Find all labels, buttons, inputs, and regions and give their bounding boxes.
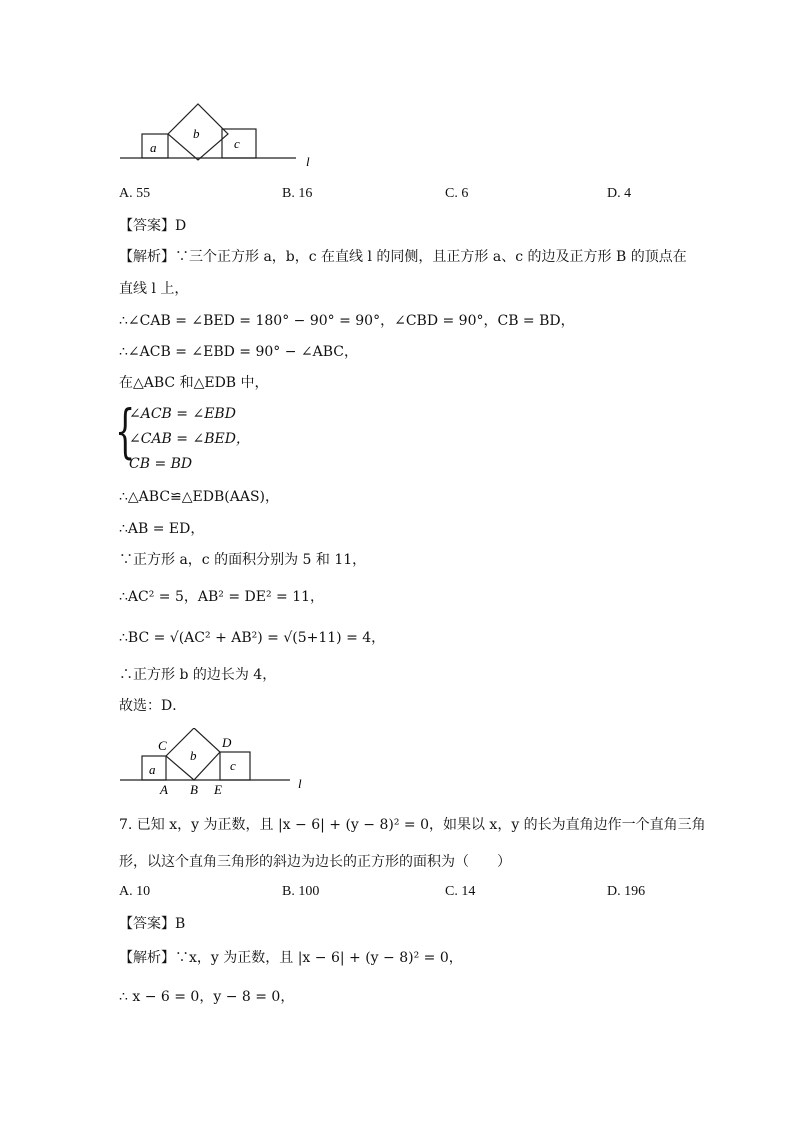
q7-option-c: C. 14 — [445, 884, 476, 899]
label-E: E — [214, 782, 222, 797]
q7-analysis-2: ∴ x − 6 = 0，y − 8 = 0， — [119, 989, 295, 1005]
option-d: D. 4 — [607, 186, 632, 201]
q7-option-d: D. 196 — [607, 884, 646, 899]
analysis-line-2: 直线 l 上， — [119, 281, 189, 297]
system-brace: { — [115, 397, 136, 465]
step-1: ∴△ABC≌△EDB(AAS)， — [119, 489, 280, 505]
analysis-line-5: 在△ABC 和△EDB 中， — [119, 375, 269, 391]
figure-squares-1 — [118, 96, 328, 172]
step-5: ∴BC = √(AC² + AB²) = √(5+11) = 4， — [119, 630, 386, 646]
answer-q6: 【答案】D — [119, 218, 187, 234]
label-b: b — [193, 126, 200, 141]
option-a: A. 55 — [119, 186, 151, 201]
analysis-line-4: ∴∠ACB = ∠EBD = 90° − ∠ABC， — [119, 344, 359, 360]
label-B: B — [190, 782, 198, 797]
option-c: C. 6 — [445, 186, 469, 201]
q7-stem-2: 形，以这个直角三角形的斜边为边长的正方形的面积为（ ） — [119, 854, 511, 870]
label-l: l — [306, 154, 310, 169]
analysis-line-1: 【解析】∵三个正方形 a，b，c 在直线 l 的同侧，且正方形 a、c 的边及正方形 B 的顶点在 — [119, 249, 687, 265]
analysis-line-3: ∴∠CAB = ∠BED = 180° − 90° = 90°，∠CBD = 90°，CB = BD， — [119, 313, 575, 329]
label-l-2: l — [298, 776, 302, 791]
system-row-3: CB = BD — [129, 456, 193, 472]
label-A: A — [160, 782, 168, 797]
system-row-2: ∠CAB = ∠BED， — [129, 431, 250, 447]
label-c-2: c — [230, 758, 236, 773]
answer-q7: 【答案】B — [119, 916, 186, 932]
step-3: ∵正方形 a，c 的面积分别为 5 和 11， — [119, 552, 367, 568]
q7-analysis-1: 【解析】∵x，y 为正数，且 |x − 6| + (y − 8)² = 0， — [119, 950, 463, 966]
label-D: D — [222, 735, 232, 750]
label-C: C — [158, 738, 167, 753]
label-a: a — [150, 140, 157, 155]
q7-option-b: B. 100 — [282, 884, 320, 899]
step-4: ∴AC² = 5，AB² = DE² = 11， — [119, 589, 325, 605]
step-2: ∴AB = ED， — [119, 521, 205, 537]
step-7: 故选：D． — [119, 698, 187, 714]
system-row-1: ∠ACB = ∠EBD — [129, 406, 236, 422]
figure-squares-2 — [118, 728, 318, 800]
option-b: B. 16 — [282, 186, 313, 201]
label-a-2: a — [149, 762, 156, 777]
q7-stem-1: 7. 已知 x，y 为正数，且 |x − 6| + (y − 8)² = 0，如果以 x，y 的长为直角边作一个直角三角 — [119, 817, 706, 833]
q7-option-a: A. 10 — [119, 884, 151, 899]
label-b-2: b — [190, 748, 197, 763]
step-6: ∴正方形 b 的边长为 4， — [119, 667, 277, 683]
label-c: c — [234, 136, 240, 151]
